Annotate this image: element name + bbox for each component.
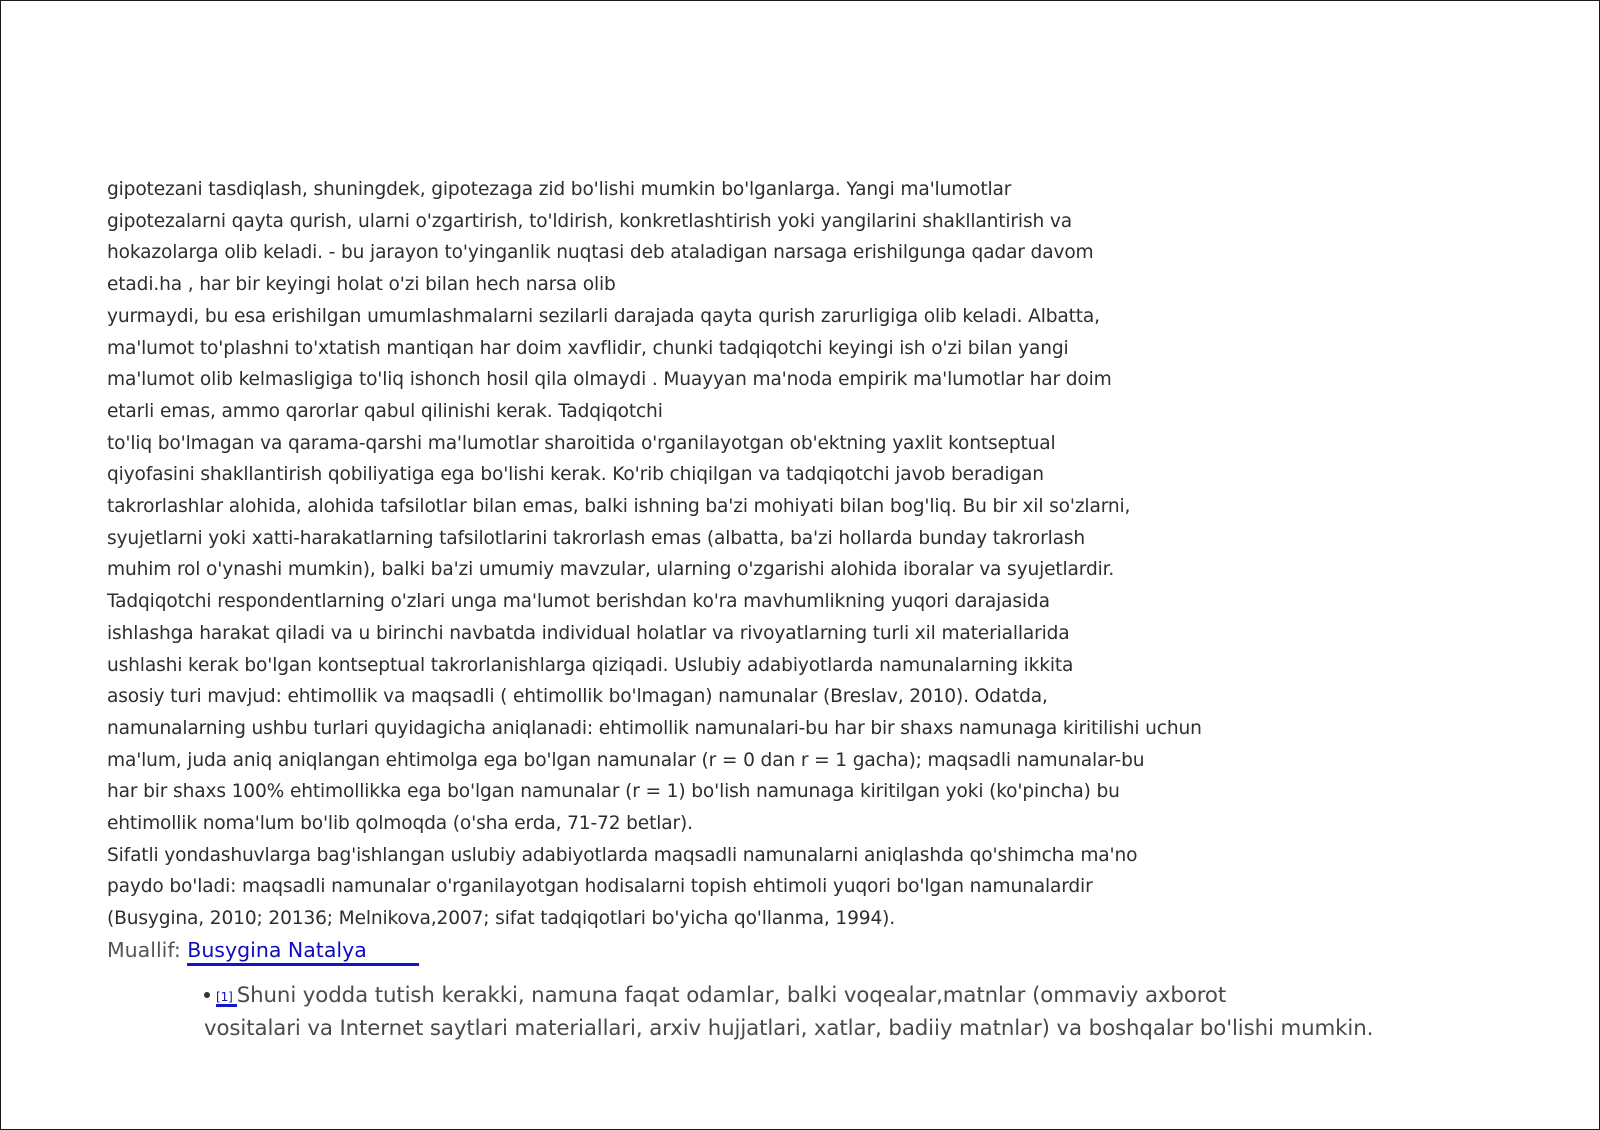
footnote-line	[204, 980, 1404, 1013]
author-label: Muallif:	[107, 937, 188, 962]
text-line: muhim rol o'ynashi mumkin), balki ba'zi umumiy mavzular, ularning o'zgarishi alohida iboralar va syujetlardir.	[107, 559, 1115, 581]
text-line: syujetlarni yoki xatti-harakatlarning tafsilotlarini takrorlash emas (albatta, ba'zi hollarda bunday takrorlash	[107, 527, 1086, 549]
text-line: etarli emas, ammo qarorlar qabul qilinishi kerak. Tadqiqotchi	[107, 400, 663, 422]
text-line: (Busygina, 2010; 20136; Melnikova,2007; sifat tadqiqotlari bo'yicha qo'llanma, 1994).	[107, 908, 895, 930]
text-line: asosiy turi mavjud: ehtimollik va maqsadli ( ehtimollik bo'lmagan) namunalar (Breslav, 2010). Odatda,	[107, 686, 1048, 708]
text-line: har bir shaxs 100% ehtimollikka ega bo'lgan namunalar (r = 1) bo'lish namunaga kiritilgan yoki (ko'pincha) bu	[107, 781, 1120, 803]
text-line: hokazolarga olib keladi. - bu jarayon to'yinganlik nuqtasi deb ataladigan narsaga erishilgunga qadar davom	[107, 242, 1094, 264]
text-line: gipotezalarni qayta qurish, ularni o'zgartirish, to'ldirish, konkretlashtirish yoki yangilarini shakllantirish va	[107, 210, 1072, 232]
text-line: to'liq bo'lmagan va qarama-qarshi ma'lumotlar sharoitida o'rganilayotgan ob'ektning yaxlit kontseptual	[107, 432, 1056, 454]
text-line: takrorlashlar alohida, alohida tafsilotlar bilan emas, balki ishning ba'zi mohiyati bilan bog'liq. Bu bir xil so'zlarni,	[107, 496, 1131, 518]
text-line: etadi.ha , har bir keyingi holat o'zi bilan hech narsa olib	[107, 274, 616, 296]
footnote-line: vositalari va Internet saytlari materiallari, arxiv hujjatlari, xatlar, badiiy matnlar) va boshqalar bo'lishi mumkin.	[204, 1016, 1374, 1041]
text-line: yurmaydi, bu esa erishilgan umumlashmalarni sezilarli darajada qayta qurish zarurligiga olib keladi. Albatta,	[107, 305, 1100, 327]
text-line: ma'lum, juda aniq aniqlangan ehtimolga ega bo'lgan namunalar (r = 0 dan r = 1 gacha); maqsadli namunalar-bu	[107, 749, 1145, 771]
article-body	[107, 174, 1307, 967]
text-line: namunalarning ushbu turlari quyidagicha aniqlanadi: ehtimollik namunalari-bu har bir shaxs namunaga kiritilishi uchun	[107, 717, 1202, 739]
text-line: gipotezani tasdiqlash, shuningdek, gipotezaga zid bo'lishi mumkin bo'lganlarga. Yangi ma'lumotlar	[107, 179, 1012, 200]
text-line: ma'lumot olib kelmasligiga to'liq ishonch hosil qila olmaydi . Muayyan ma'noda empirik ma'lumotlar har doim	[107, 369, 1112, 391]
text-line: ma'lumot to'plashni to'xtatish mantiqan har doim xavflidir, chunki tadqiqotchi keyingi ish o'zi bilan yangi	[107, 337, 1069, 359]
text-line: ishlashga harakat qiladi va u birinchi navbatda individual holatlar va rivoyatlarning turli xil materiallarida	[107, 622, 1070, 644]
footnote-text: Shuni yodda tutish kerakki, namuna faqat odamlar, balki voqealar,matnlar (ommaviy axborot	[236, 983, 1227, 1008]
text-line: ehtimollik noma'lum bo'lib qolmoqda (o'sha erda, 71-72 betlar).	[107, 813, 693, 835]
bullet-icon	[204, 992, 210, 998]
text-line: ushlashi kerak bo'lgan kontseptual takrorlanishlarga qiziqadi. Uslubiy adabiyotlarda namunalarning ikkita	[107, 654, 1074, 676]
text-line: paydo bo'ladi: maqsadli namunalar o'rganilayotgan hodisalarni topish ehtimoli yuqori bo'lgan namunalardir	[107, 876, 1093, 898]
text-line: Tadqiqotchi respondentlarning o'zlari unga ma'lumot berishdan ko'ra mavhumlikning yuqori darajasida	[107, 591, 1050, 613]
author-link[interactable]: Busygina Natalya	[187, 937, 419, 966]
footnote	[204, 980, 1404, 1044]
footnote-ref-link[interactable]: [1]	[216, 990, 237, 1007]
author-line	[107, 935, 1307, 967]
text-line: qiyofasini shakllantirish qobiliyatiga ega bo'lishi kerak. Ko'rib chiqilgan va tadqiqotchi javob beradigan	[107, 464, 1044, 486]
text-line: Sifatli yondashuvlarga bag'ishlangan uslubiy adabiyotlarda maqsadli namunalarni aniqlashda qo'shimcha ma'no	[107, 844, 1138, 866]
